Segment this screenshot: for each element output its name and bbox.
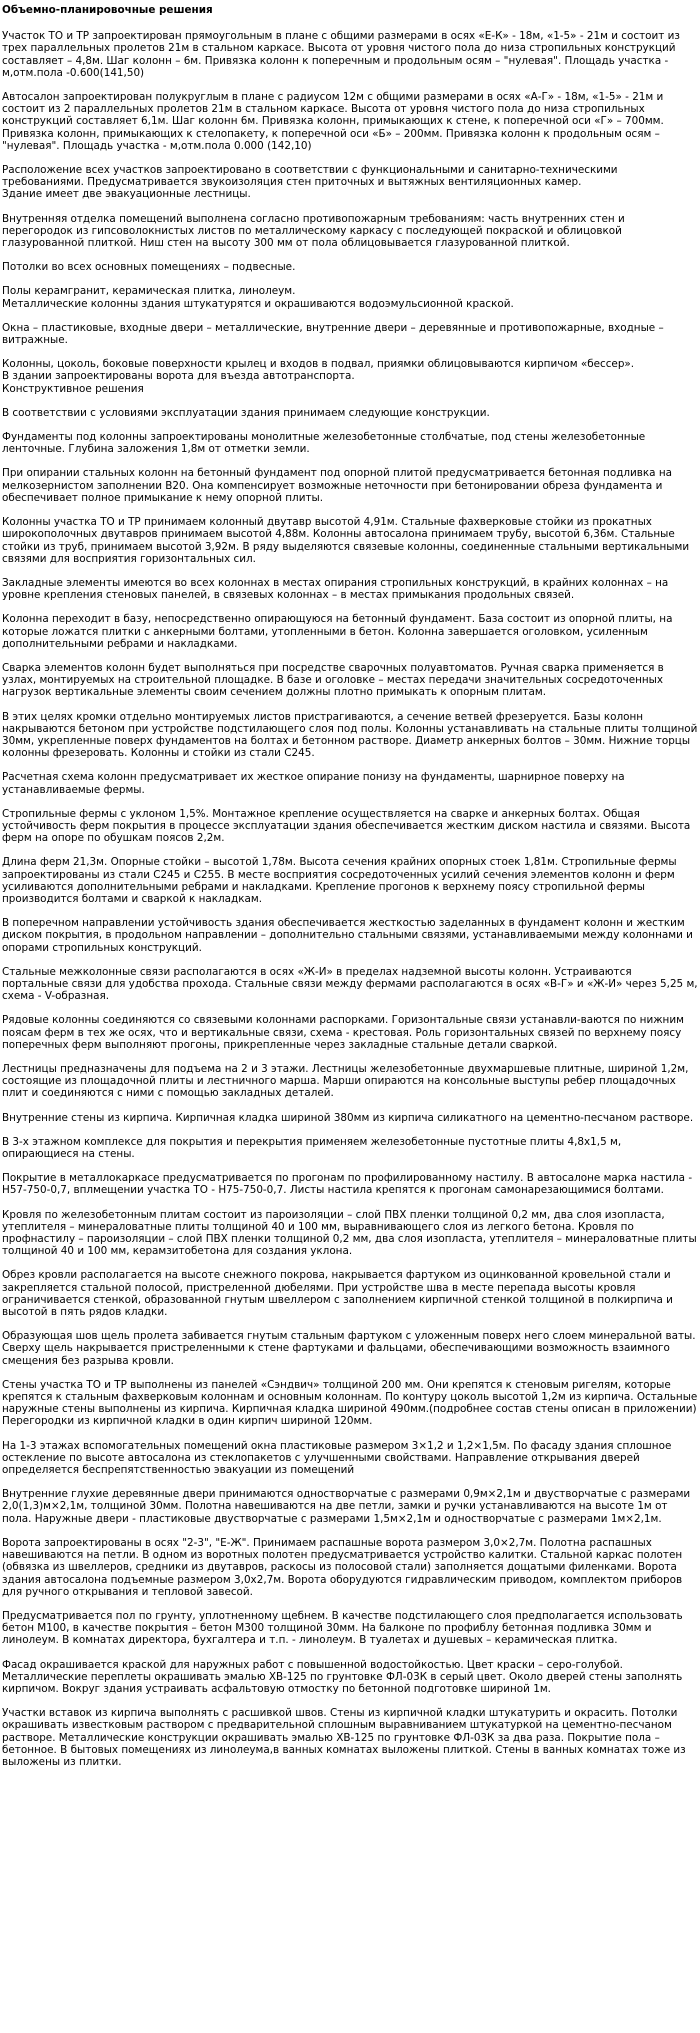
paragraph: Внутренние глухие деревянные двери принимаются одностворчатые с размерами 0,9м×2,1м и двустворчатые с размерами 2,0(1,3)м×2,1м, толщиной 30мм. Полотна навешиваются на две петли, замки и ручки устанавливаются на высоте 1м от пола. Наружные двери - пластиковые двустворчатые с размерами 1,5м×2,1м и одностворчатые с размерами 1м×2,1м.	[2, 1488, 691, 1525]
paragraph: Колонна переходит в базу, непосредственно опирающуюся на бетонный фундамент. База состоит из опорной плиты, на которые ложатся плитки с анкерными болтами, утопленными в бетон. Колонна завершается оголовком, усиленным дополнительными ребрами и накладками.	[2, 613, 673, 650]
paragraph: На 1-3 этажах вспомогательных помещений окна пластиковые размером 3×1,2 и 1,2×1,5м. По фасаду здания сплошное остекление по высоте автосалона из стеклопакетов с улучшенными свойствами. Направление открывания дверей определяется беспрепятственностью эвакуации из помещений	[2, 1439, 672, 1477]
paragraph: Лестницы предназначены для подъема на 2 и 3 этажи. Лестницы железобетонные двухмаршевые плитные, шириной 1,2м, состоящие из площадочной плиты и лестничного марша. Марши опираются на консольные выступы ребер площадочных плит и соединяются с ними с помощью закладных деталей.	[2, 1063, 689, 1100]
paragraph: Стены участка ТО и ТР выполнены из панелей «Сэндвич» толщиной 200 мм. Они крепятся к стеновым ригелям, которые крепятся к стальным фахверковым колоннам и основным колоннам. По контуру цоколь высотой 1,2м из кирпича. Остальные наружные стены выполнены из кирпича. Кирпичная кладка шириной 490мм.(подробнее состав стены описан в приложении) Перегородки из кирпичной кладки в один кирпич шириной 120мм.	[2, 1378, 698, 1428]
paragraph: Участки вставок из кирпича выполнять с расшивкой швов. Стены из кирпичной кладки штукатурить и окрасить. Потолки окрашивать известковым раствором с предварительной сплошным выравниванием штукатуркой на цементно-песчаном растворе. Металлические конструкции окрашивать эмалью ХВ-125 по грунтовке ФЛ-03К за два раза. Покрытие пола – бетонное. В бытовых помещениях из линолеума,в ванных комнатах выложены плиткой. Стены в ванных комнатах тоже из выложены из плитки.	[2, 1707, 686, 1768]
paragraph: Автосалон запроектирован полукруглым в плане с радиусом 12м с общими размерами в осях «А-Г» - 18м, «1-5» - 21м и состоит из 2 параллельных пролетов 21м в стальном каркасе. Высота от уровня чистого пола до низа стропильных конструкций составляет 6,1м. Шаг колонн 6м. Привязка колонн, примыкающих к стене, к поперечной оси «Г» – 700мм. Привязка колонн, примыкающих к стелопакету, к поперечной оси «Б» – 200мм. Привязка колонн к продольным осям – "нулевая". Площадь участка - м,отм.пола 0.000 (142,10)	[2, 91, 664, 152]
paragraph: Обрез кровли располагается на высоте снежного покрова, накрывается фартуком из оцинкованной кровельной стали и закрепляется стальной полосой, пристреленной дюбелями. При устройстве шва в месте перепада высоты кровля ограничивается стенкой, образованной гнутым швеллером с заполнением кирпичной стенкой толщиной в полкирпича и высотой в пять рядов кладки.	[2, 1269, 673, 1319]
paragraph: Участок ТО и ТР запроектирован прямоугольным в плане с общими размерами в осях «Е-К» - 18м, «1-5» - 21м и состоит из трех параллельных пролетов 21м в стальном каркасе. Высота от уровня чистого пола до низа стропильных конструкций составляет – 4,8м. Шаг колонн – 6м. Привязка колонн к поперечным и продольным осям – "нулевая". Площадь участка - м,отм.пола -0.600(141,50)	[2, 30, 680, 79]
paragraph: Фасад окрашивается краской для наружных работ с повышенной водостойкостью. Цвет краски – серо-голубой. Металлические переплеты окрашивать эмалью ХВ-125 по грунтовке ФЛ-03К в серый цвет. Около дверей стены заполнять кирпичом. Вокруг здания устраивать асфальтовую отмостку по бетонной подготовке шириной 1м.	[2, 1658, 683, 1695]
paragraph: В соответствии с условиями эксплуатации здания принимаем следующие конструкции.	[2, 406, 490, 419]
paragraph: Потолки во всех основных помещениях – подвесные.	[2, 261, 296, 274]
paragraph: Длина ферм 21,3м. Опорные стойки – высотой 1,78м. Высота сечения крайних опорных стоек 1,81м. Стропильные фермы запроектированы из стали С245 и С255. В месте восприятия сосредоточенных усилий сечения элементов колонн и ферм усиливаются дополнительными ребрами и накладками. Крепление прогонов к верхнему поясу стропильной фермы производится болтами и сваркой к накладкам.	[2, 856, 677, 905]
paragraph: Колонны участка ТО и ТР принимаем колонный двутавр высотой 4,91м. Стальные фахверковые стойки из прокатных широкополочных двутавров принимаем высотой 4,88м. Колонны автосалона принимаем трубу, высотой 6,36м. Стальные стойки из труб, принимаем высотой 3,92м. В ряду выделяются связевые колонны, соединенные стальными вертикальными связями для восприятия горизонтальных сил.	[2, 516, 690, 565]
paragraph: В поперечном направлении устойчивость здания обеспечивается жесткостью заделанных в фундамент колонн и жестким диском покрытия, в продольном направлении – дополнительно стальными связями, устанавливаемыми между колоннами и опорами стропильных конструкций.	[2, 917, 693, 954]
paragraph: Закладные элементы имеются во всех колоннах в местах опирания стропильных конструкций, в крайних колоннах – на уровне крепления стеновых панелей, в связевых колоннах – в местах примыкания продольных связей.	[2, 576, 669, 602]
paragraph: Стропильные фермы с уклоном 1,5%. Монтажное крепление осуществляется на сварке и анкерных болтах. Общая устойчивость ферм покрытия в процессе эксплуатации здания обеспечивается жестким диском настила и связями. Высота ферм на опоре по обушкам поясов 2,2м.	[2, 807, 691, 845]
document-title: Объемно-планировочные решения	[2, 4, 213, 16]
paragraph: Внутренние стены из кирпича. Кирпичная кладка шириной 380мм из кирпича силикатного на цементно-песчаном растворе.	[2, 1111, 694, 1124]
paragraph: В 3-х этажном комплексе для покрытия и перекрытия применяем железобетонные пустотные плиты 4,8х1,5 м, опирающиеся на стены.	[2, 1135, 622, 1161]
paragraph: В этих целях кромки отдельно монтируемых листов пристрагиваются, а сечение ветвей фрезеруется. Базы колонн накрываются бетоном при устройстве подстилающего слоя под полы. Колонны устанавливать на стальные плиты толщиной 30мм, укрепленные поверх фундаментов на болтах и бетонном растворе. Диаметр анкерных болтов – 30мм. Нижние торцы колонны фрезеровать. Колонны и стойки из стали С245.	[2, 710, 698, 760]
paragraph: Расположение всех участков запроектировано в соответствии с функциональными и санитарно-техническими требованиями. Предусматривается звукоизоляция стен приточных и вытяжных вентиляционных камер. Здание имеет две эвакуационные лестницы.	[2, 164, 618, 201]
paragraph: Расчетная схема колонн предусматривает их жесткое опирание понизу на фундаменты, шарнирное поверху на устанавливаемые фермы.	[2, 771, 625, 796]
paragraph: При опирании стальных колонн на бетонный фундамент под опорной плитой предусматривается бетонная подливка на мелкозернистом заполнении В20. Она компенсирует возможные неточности при бетонировании обреза фундамента и обеспечивает полное примыкание к нему опорной плиты.	[2, 467, 672, 504]
paragraph: Рядовые колонны соединяются со связевыми колоннами распорками. Горизонтальные связи устанавли-ваются по нижним поясам ферм в тех же осях, что и вертикальные связи, схема - крестовая. Роль горизонтальных связей по верхнему поясу поперечных ферм выполняют прогоны, прикрепленные через закладные стальные детали сваркой.	[2, 1014, 684, 1051]
paragraph: Ворота запроектированы в осях "2-3", "Е-Ж". Принимаем распашные ворота размером 3,0×2,7м. Полотна распашных навешиваются на петли. В одном из воротных полотен предусматривается устройство калитки. Стальной каркас полотен (обвязка из швеллеров, средники из двутавров, раскосы из полосовой стали) заполняется дощатыми филенками. Ворота здания автосалона подъемные размером 3,0х2,7м. Ворота оборудуются гидравлическим приводом, комплектом приборов для ручного открывания и тепловой завесой.	[2, 1536, 683, 1598]
paragraph: Внутренняя отделка помещений выполнена согласно противопожарным требованиям: часть внутренних стен и перегородок из гипсоволокнистых листов по металлическому каркасу с последующей покраской и облицовкой глазурованной плиткой. Ниш стен на высоту 300 мм от пола облицовывается глазурованной плиткой.	[2, 212, 625, 250]
paragraph: Сварка элементов колонн будет выполняться при посредстве сварочных полуавтоматов. Ручная сварка применяется в узлах, монтируемых на строительной площадке. В базе и оголовке – местах передачи значительных сосредоточенных нагрузок вертикальные элементы своим сечением должны плотно примыкать к опорным плитам.	[2, 661, 664, 699]
paragraph: Фундаменты под колонны запроектированы монолитные железобетонные столбчатые, под стены железобетонные ленточные. Глубина заложения 1,8м от отметки земли.	[2, 431, 646, 456]
paragraph: Стальные межколонные связи располагаются в осях «Ж-И» в пределах надземной высоты колонн. Устраиваются портальные связи для удобства прохода. Стальные связи между фермами располагаются в осях «В-Г» и «Ж-И» через 5,25 м, схема - V-образная.	[2, 965, 698, 1003]
paragraph: Кровля по железобетонным плитам состоит из пароизоляции – слой ПВХ пленки толщиной 0,2 мм, два слоя изопласта, утеплителя – минераловатные плиты толщиной 40 и 100 мм, выравнивающего слоя из легкого бетона. Кровля по профнастилу – пароизоляции – слой ПВХ пленки толщиной 0,2 мм, два слоя изопласта, утеплителя – минераловатные плиты толщиной 40 и 100 мм, керамзитобетона для создания уклона.	[2, 1208, 697, 1258]
paragraphs-container	[2, 30, 698, 1768]
paragraph: Полы керамгранит, керамическая плитка, линолеум. Металлические колонны здания штукатурятся и окрашиваются водоэмульсионной краской.	[2, 285, 514, 310]
paragraph: Окна – пластиковые, входные двери – металлические, внутренние двери – деревянные и противопожарные, входные – витражные.	[2, 321, 664, 347]
paragraph: Покрытие в металлокаркасе предусматривается по прогонам по профилированному настилу. В автосалоне марка настила - Н57-750-0,7, вплмещении участка ТО - Н75-750-0,7. Листы настила крепятся к прогонам самонарезающимися болтами.	[2, 1172, 693, 1197]
paragraph: Образующая шов щель пролета забивается гнутым стальным фартуком с уложенным поверх него слоем минеральной ваты. Сверху щель накрывается пристреленными к стене фартуками и фальцами, обеспечивающими возможность взаимного смещения без разрыва кровли.	[2, 1330, 696, 1367]
paragraph: Колонны, цоколь, боковые поверхности крылец и входов в подвал, приямки облицовываются кирпичом «бессер». В здании запроектированы ворота для въезда автотранспорта. Конструктивное решения	[2, 358, 635, 395]
paragraph: Предусматривается пол по грунту, уплотненному щебнем. В качестве подстилающего слоя предполагается использовать бетон М100, в качестве покрытия – бетон М300 толщиной 30мм. На балконе по профиблу бетонная подливка 30мм и линолеум. В комнатах директора, бухгалтера и т.п. - линолеум. В туалетах и душевых – керамическая плитка.	[2, 1609, 683, 1647]
